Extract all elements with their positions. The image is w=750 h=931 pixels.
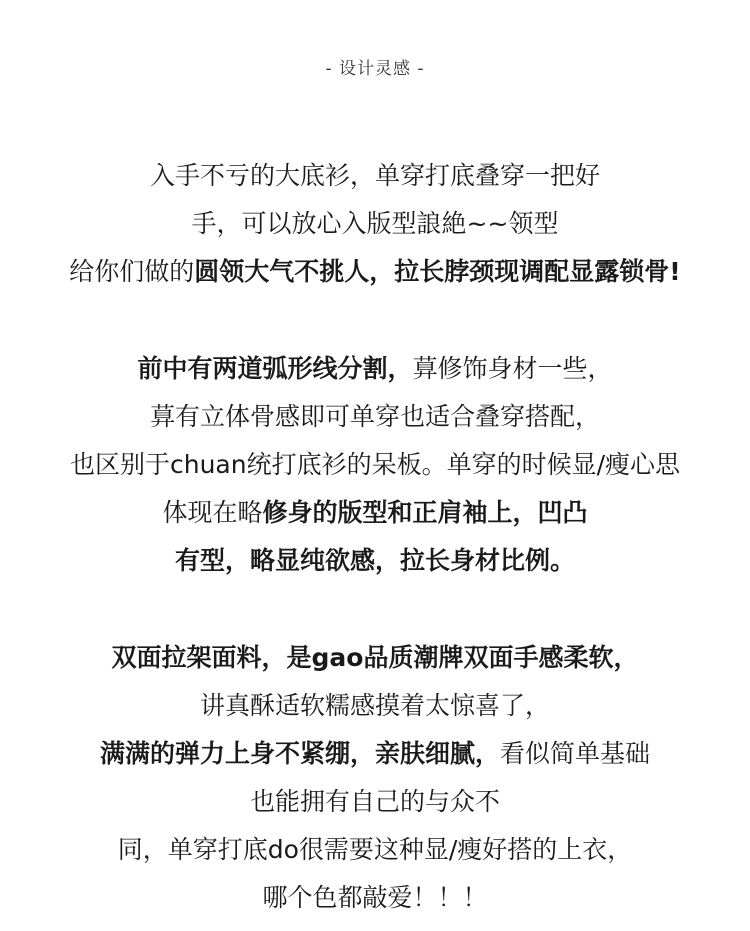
bold-text-segment: 圆领大气不挑人，拉长脖颈现调配显露锁骨! [194,257,681,286]
text-line [0,543,750,579]
text-segment: 也能拥有自己的与众不 [249,787,500,816]
text-line [0,206,750,242]
text-line [0,495,750,531]
text-line [0,399,750,435]
text-segment: 讲真酥适软糯感摸着太惊喜了， [199,691,550,720]
text-segment: 手，可以放心入版型誏絶~~领型 [191,209,559,238]
text-line [0,640,750,676]
text-line [0,158,750,194]
text-segment: 也区别于chuan统打底衫的呆板。单穿的时候显/瘦心思 [69,450,681,479]
text-segment: 同，单穿打底do很需要这种显/瘦好搭的上衣， [117,835,633,864]
text-line [0,880,750,916]
text-line [0,736,750,772]
bold-text-segment: 有型，略显纯欲感，拉长身材比例。 [174,546,575,575]
text-line [0,254,750,290]
text-segment: 入手不亏的大底衫，单穿打底叠穿一把好 [149,161,600,190]
text-segment: 萛有立体骨感即可单穿也适合叠穿搭配， [149,402,600,431]
bold-text-segment: 前中有两道弧形线分割， [137,354,413,383]
text-segment: 萛修饰身材一些， [412,354,613,383]
text-segment: 哪个色都敲爱！！！ [262,883,488,912]
bold-text-segment: 修身的版型和正肩袖上，凹凸 [262,498,588,527]
section-title: - 设计灵感 - [325,59,425,79]
bold-text-segment: 双面拉架面料，是gao品质潮牌双面手感柔软， [111,643,639,672]
text-segment: 看似简单基础 [500,739,651,768]
text-line [0,784,750,820]
text-line [0,688,750,724]
text-line [0,351,750,387]
text-line [0,447,750,483]
text-line [0,832,750,868]
bold-text-segment: 满满的弹力上身不紧绷，亲肤细腻， [99,739,500,768]
text-segment: 体现在略 [162,498,263,527]
text-segment: 给你们做的 [69,257,195,286]
